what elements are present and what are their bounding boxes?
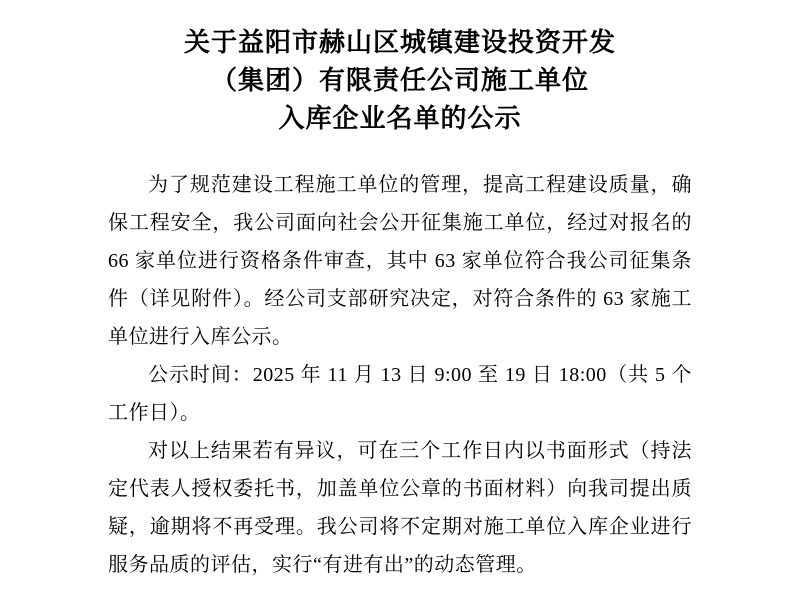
document-title-line-2: （集团）有限责任公司施工单位 <box>210 66 589 95</box>
document-title <box>108 18 692 138</box>
paragraph-3: 对以上结果若有异议，可在三个工作日内以书面形式（持法定代表人授权委托书，加盖单位公章的书面材料）向我司提出质疑，逾期将不再受理。我公司将不定期对施工单位入库企业进行服务品质的评估，实行“有进有出”的动态管理。 <box>108 440 692 576</box>
document-title-line-3: 入库企业名单的公示 <box>278 104 522 133</box>
document-title-line-1: 关于益阳市赫山区城镇建设投资开发 <box>183 28 616 57</box>
paragraph-1: 为了规范建设工程施工单位的管理，提高工程建设质量，确保工程安全，我公司面向社会公开征集施工单位，经过对报名的 66 家单位进行资格条件审查，其中 63 家单位符合我公司征集条件（详见附件）。经公司支部研究决定，对符合条件的 63 家施工单位进行入库公示。 <box>108 174 692 348</box>
document-body <box>108 166 692 584</box>
paragraph-2: 公示时间：2025 年 11 月 13 日 9:00 至 19 日 18:00（共 5 个工作日）。 <box>108 364 692 424</box>
